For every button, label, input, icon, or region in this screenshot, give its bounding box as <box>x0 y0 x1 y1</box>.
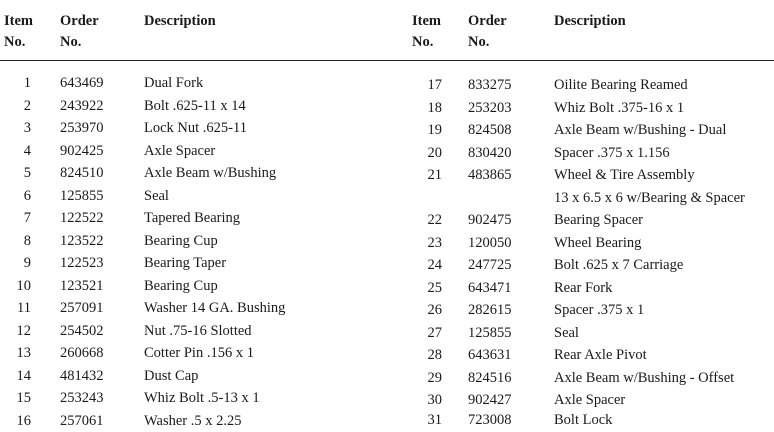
item-number: 21 <box>412 164 442 187</box>
part-description: Nut .75-16 Slotted <box>144 320 252 343</box>
order-number: 282615 <box>468 299 512 322</box>
part-description: Whiz Bolt .375-16 x 1 <box>554 97 684 120</box>
part-description: 13 x 6.5 x 6 w/Bearing & Spacer <box>554 187 745 210</box>
order-number: 902475 <box>468 209 512 232</box>
item-number: 15 <box>0 387 31 410</box>
part-description: Rear Axle Pivot <box>554 344 647 367</box>
item-number: 9 <box>0 252 31 275</box>
order-number: 254502 <box>60 320 104 343</box>
part-description: Tapered Bearing <box>144 207 240 230</box>
right-description-header: Description <box>554 11 626 32</box>
right-item-header <box>412 11 441 53</box>
order-number: 830420 <box>468 142 512 165</box>
part-description: Washer 14 GA. Bushing <box>144 297 285 320</box>
order-number: 123522 <box>60 230 104 253</box>
part-description: Lock Nut .625-11 <box>144 117 247 140</box>
part-description: Bearing Cup <box>144 275 218 298</box>
part-description: Wheel Bearing <box>554 232 641 255</box>
part-description: Bearing Spacer <box>554 209 643 232</box>
order-number: 253243 <box>60 387 104 410</box>
item-number: 16 <box>0 410 31 432</box>
part-description: Axle Spacer <box>144 140 215 163</box>
part-description: Wheel & Tire Assembly <box>554 164 695 187</box>
order-number: 120050 <box>468 232 512 255</box>
part-description: Axle Beam w/Bushing - Dual <box>554 119 726 142</box>
order-number: 125855 <box>468 322 512 345</box>
part-description: Dual Fork <box>144 72 203 95</box>
item-number: 25 <box>412 277 442 300</box>
part-description: Dust Cap <box>144 365 198 388</box>
order-header-line2: No. <box>60 32 99 53</box>
item-header-line1: Item <box>4 11 33 32</box>
order-number: 833275 <box>468 74 512 97</box>
order-number: 125855 <box>60 185 104 208</box>
order-number: 643631 <box>468 344 512 367</box>
item-number: 26 <box>412 299 442 322</box>
order-number: 902425 <box>60 140 104 163</box>
item-number: 17 <box>412 74 442 97</box>
item-number: 12 <box>0 320 31 343</box>
item-number: 22 <box>412 209 442 232</box>
order-number: 122522 <box>60 207 104 230</box>
order-number: 260668 <box>60 342 104 365</box>
part-description: Axle Beam w/Bushing <box>144 162 276 185</box>
order-header-line2: No. <box>468 32 507 53</box>
item-number: 10 <box>0 275 31 298</box>
part-description: Bolt .625-11 x 14 <box>144 95 246 118</box>
part-description: Spacer .375 x 1 <box>554 299 644 322</box>
order-number: 824510 <box>60 162 104 185</box>
order-number: 253203 <box>468 97 512 120</box>
order-number: 643469 <box>60 72 104 95</box>
item-number: 3 <box>0 117 31 140</box>
order-number: 902427 <box>468 389 512 412</box>
part-description: Axle Beam w/Bushing - Offset <box>554 367 734 390</box>
part-description: Oilite Bearing Reamed <box>554 74 688 97</box>
item-number: 19 <box>412 119 442 142</box>
item-number: 11 <box>0 297 31 320</box>
order-number: 122523 <box>60 252 104 275</box>
item-number: 30 <box>412 389 442 412</box>
part-description: Seal <box>144 185 169 208</box>
part-description: Axle Spacer <box>554 389 625 412</box>
item-number: 2 <box>0 95 31 118</box>
part-description: Washer .5 x 2.25 <box>144 410 242 432</box>
left-description-header: Description <box>144 11 216 32</box>
item-number: 28 <box>412 344 442 367</box>
item-number: 14 <box>0 365 31 388</box>
item-number: 24 <box>412 254 442 277</box>
order-number: 643471 <box>468 277 512 300</box>
part-description: Cotter Pin .156 x 1 <box>144 342 254 365</box>
order-number: 123521 <box>60 275 104 298</box>
item-number: 20 <box>412 142 442 165</box>
item-number: 13 <box>0 342 31 365</box>
item-number: 5 <box>0 162 31 185</box>
item-number: 6 <box>0 185 31 208</box>
order-number: 481432 <box>60 365 104 388</box>
part-description: Bearing Taper <box>144 252 226 275</box>
item-header-line2: No. <box>412 32 441 53</box>
item-header-line1: Item <box>412 11 441 32</box>
item-number: 7 <box>0 207 31 230</box>
item-number: 23 <box>412 232 442 255</box>
part-description: Seal <box>554 322 579 345</box>
item-header-line2: No. <box>4 32 33 53</box>
part-description: Rear Fork <box>554 277 612 300</box>
item-number: 27 <box>412 322 442 345</box>
order-number: 253970 <box>60 117 104 140</box>
item-number: 8 <box>0 230 31 253</box>
item-number: 31 <box>412 409 442 432</box>
part-description: Spacer .375 x 1.156 <box>554 142 670 165</box>
item-number: 1 <box>0 72 31 95</box>
part-description: Bolt Lock <box>554 409 612 432</box>
order-header-line1: Order <box>468 11 507 32</box>
item-number: 29 <box>412 367 442 390</box>
order-number: 257061 <box>60 410 104 432</box>
order-number: 257091 <box>60 297 104 320</box>
part-description: Bearing Cup <box>144 230 218 253</box>
item-number: 18 <box>412 97 442 120</box>
order-number: 243922 <box>60 95 104 118</box>
order-number: 824508 <box>468 119 512 142</box>
order-number: 723008 <box>468 409 512 432</box>
item-number: 4 <box>0 140 31 163</box>
left-order-header <box>60 11 99 53</box>
order-number: 483865 <box>468 164 512 187</box>
order-number: 824516 <box>468 367 512 390</box>
part-description: Whiz Bolt .5-13 x 1 <box>144 387 260 410</box>
header-divider <box>0 60 774 61</box>
right-order-header <box>468 11 507 53</box>
left-item-header <box>4 11 33 53</box>
order-header-line1: Order <box>60 11 99 32</box>
part-description: Bolt .625 x 7 Carriage <box>554 254 683 277</box>
order-number: 247725 <box>468 254 512 277</box>
